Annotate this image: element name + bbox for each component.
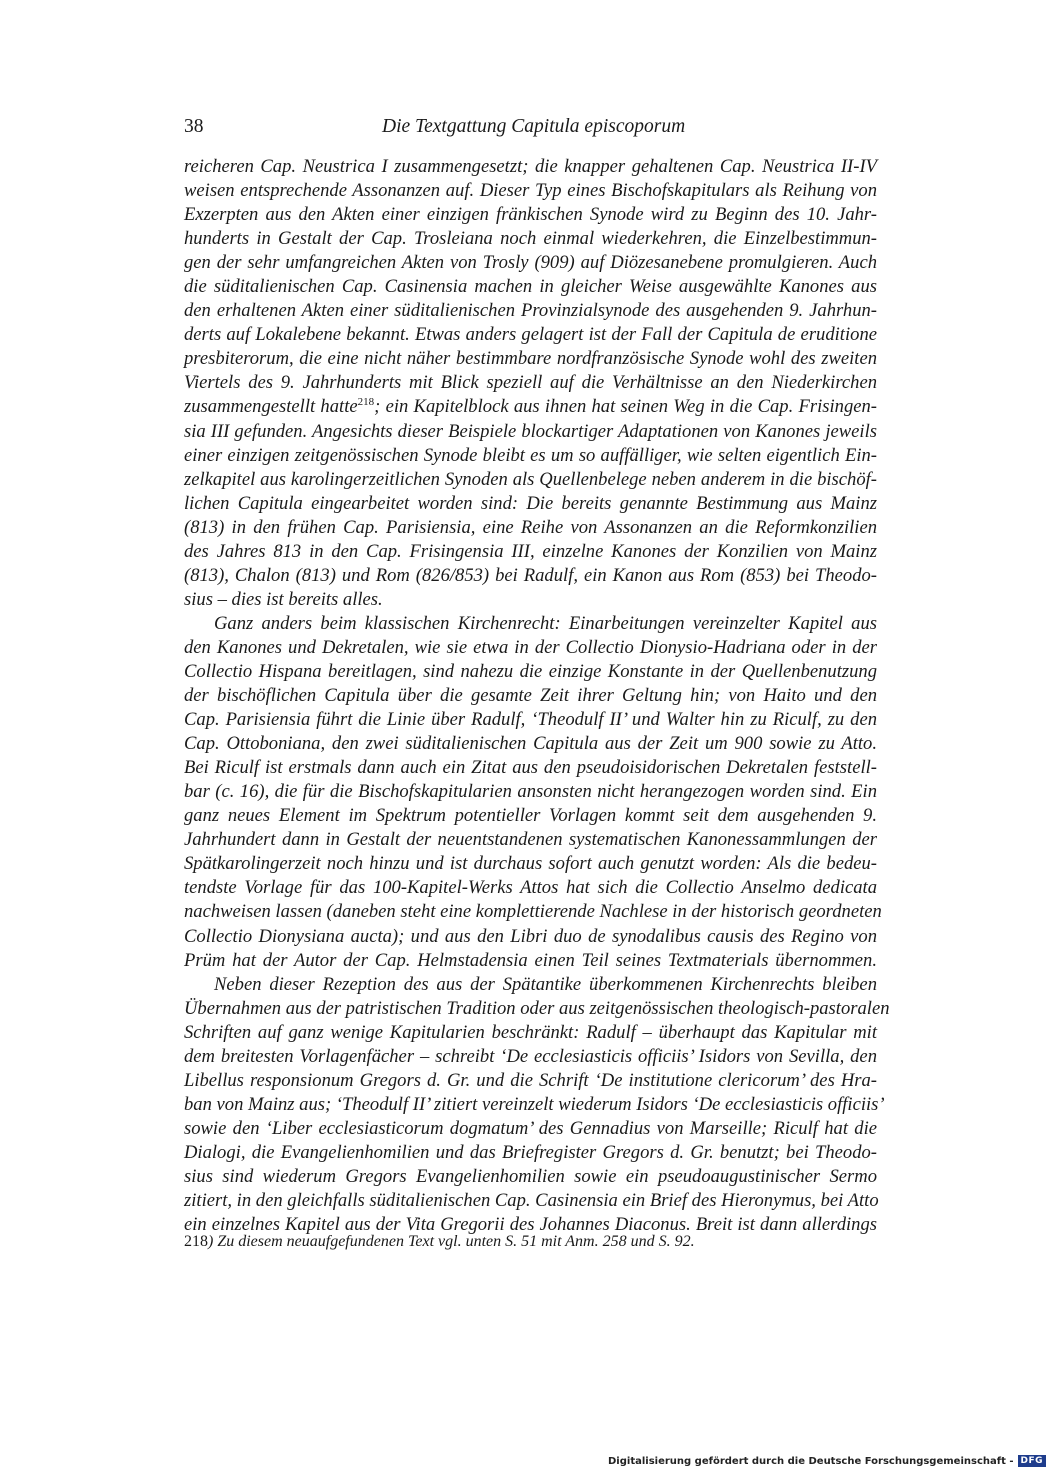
page-number: 38 [184,116,204,137]
line-text: reicheren Cap. Neustrica I zusammengesetzt; die knapper gehaltenen Cap. Neustrica II-IV [184,156,877,177]
text-line [184,636,877,660]
text-line [184,876,877,900]
text-line [184,371,877,395]
body-text [184,155,890,1237]
text-line [184,1165,877,1189]
text-line [184,347,877,371]
text-line [184,925,877,949]
footnote [184,1232,877,1252]
text-line [184,804,877,828]
line-text: ganz neues Element im Spektrum potentieller Vorlagen kommt seit dem ausgehenden 9. [184,805,877,827]
text-line [184,1069,877,1093]
line-text: zusammengestellt hatte [184,396,358,418]
text-line [184,997,890,1021]
line-text: Collectio Dionysiana aucta); und aus den Libri duo de synodalibus causis des Regino von [184,925,877,947]
line-text: den erhaltenen Akten einer süditalienischen Provinzialsynode des ausgehenden 9. Jahrhun- [184,300,877,322]
line-text: Viertels des 9. Jahrhunderts mit Blick speziell auf die Verhältnisse an den Niederkirchen [184,372,877,394]
line-text: einer einzigen zeitgenössischen Synode bleibt es um so auffälliger, wie selten eigentlich Ein- [184,444,877,466]
line-text: Exzerpten aus den Akten einer einzigen fränkischen Synode wird zu Beginn des 10. Jahr- [184,204,877,226]
text-line [184,420,877,444]
text-line [184,900,882,924]
footnote-reference[interactable]: 218 [357,396,375,409]
line-text: Jahrhundert dann in Gestalt der neuentstandenen systematischen Kanonessammlungen der [184,829,877,851]
line-text: (813) in den frühen Cap. Parisiensia, eine Reihe von Assonanzen an die Reformkonzilien [184,516,877,538]
line-text: Übernahmen aus der patristischen Tradition oder aus zeitgenössischen theologisch-pastoralen [184,997,890,1019]
line-text: presbiterorum, die eine nicht näher bestimmbare nordfranzösische Synode wohl des zweiten [184,348,877,370]
text-line [184,564,877,588]
text-line [184,155,877,179]
line-text: derts auf Lokalebene bekannt. Etwas anders gelagert ist der Fall der Capitula de eruditione [184,324,877,346]
text-line [184,275,877,299]
text-line [184,1021,877,1045]
line-text: weisen entsprechende Assonanzen auf. Dieser Typ eines Bischofskapitulars als Reihung von [184,180,877,202]
line-text: der bischöflichen Capitula über die gesamte Zeit ihrer Geltung hin; von Haito und den [184,685,877,707]
running-header [184,116,876,144]
text-line [184,780,877,804]
line-text: die süditalienischen Cap. Casinensia machen in gleicher Weise ausgewählte Kanones aus [184,276,877,298]
text-line [184,852,877,876]
text-line [184,828,877,852]
line-text: den Kanones und Dekretalen, wie sie etwa in der Collectio Dionysio-Hadriana oder in der [184,636,877,658]
line-text: Bei Riculf ist erstmals dann auch ein Zitat aus den pseudoisidorischen Dekretalen feststell- [184,757,877,779]
line-text: Spätkarolingerzeit noch hinzu und ist durchaus sofort auch genutzt worden: Als die bedeu- [184,853,877,875]
text-line [184,323,877,347]
line-text: Cap. Parisiensia führt die Linie über Radulf, ‘Theodulf II’ und Walter hin zu Riculf, zu den [184,709,877,731]
text-line [184,660,877,684]
text-line [184,203,877,227]
line-text-continuation: ; ein Kapitelblock aus ihnen hat seinen Weg in die Cap. Frisingen- [374,396,878,418]
line-text: dem breitesten Vorlagenfächer – schreibt ‘De ecclesiasticis officiis’ Isidors von Sevilla, den [184,1045,877,1067]
text-line [184,756,877,780]
text-line [184,540,877,564]
line-text: sius sind wiederum Gregors Evangelienhomilien sowie ein pseudoaugustinischer Sermo [184,1165,877,1187]
line-text: tendste Vorlage für das 100-Kapitel-Werks Attos hat sich die Collectio Anselmo dedicata [184,877,877,899]
running-title: Die Textgattung Capitula episcoporum [382,116,686,137]
text-line [184,1189,877,1213]
line-text: hunderts in Gestalt der Cap. Trosleiana noch einmal wiederkehren, die Einzelbestimmun- [184,228,877,250]
line-text: Prüm hat der Autor der Cap. Helmstadensia einen Teil seines Textmaterials übernommen. [184,949,877,971]
dfg-logo: DFG [1018,1455,1046,1467]
line-text: nachweisen lassen (daneben steht eine komplettierende Nachlese in der historisch geordneten [184,901,882,923]
line-text: zitiert, in den gleichfalls süditalienischen Cap. Casinensia ein Brief des Hieronymus, bei Atto [184,1190,879,1212]
line-text: Libellus responsionum Gregors d. Gr. und die Schrift ‘De institutione clericorum’ des Hra- [184,1069,877,1091]
text-line [184,1141,877,1165]
line-text: bar (c. 16), die für die Bischofskapitularien ansonsten nicht herangezogen worden sind. Ein [184,781,877,803]
text-line [184,732,877,756]
dfg-banner-text: Digitalisierung gefördert durch die Deutsche Forschungsgemeinschaft - [608,1455,1014,1467]
text-line [184,468,877,492]
text-line [184,949,877,973]
line-text: sia III gefunden. Angesichts dieser Beispiele blockartiger Adaptationen von Kanones jeweils [184,420,877,442]
dfg-banner [608,1452,1046,1470]
footnote-number: 218 [184,1233,208,1250]
text-line [184,612,877,636]
line-text: Cap. Ottoboniana, den zwei süditalienischen Capitula aus der Zeit um 900 sowie zu Atto. [184,733,877,755]
line-text: Ganz anders beim klassischen Kirchenrecht: Einarbeitungen vereinzelter Kapitel aus [214,612,877,634]
line-text: Collectio Hispana bereitlagen, sind nahezu die einzige Konstante in der Quellenbenutzung [184,660,877,682]
text-line [184,973,877,997]
text-line [184,684,877,708]
text-line [184,1117,877,1141]
line-text: Dialogi, die Evangelienhomilien und das Briefregister Gregors d. Gr. benutzt; bei Theodo- [184,1141,877,1163]
text-line [184,179,877,203]
footnote-text: ) Zu diesem neuaufgefundenen Text vgl. unten S. 51 mit Anm. 258 und S. 92. [208,1233,695,1250]
line-text: zelkapitel aus karolingerzeitlichen Synoden als Quellenbelege neben anderem in die bischöf- [184,468,877,490]
line-text: Schriften auf ganz wenige Kapitularien beschränkt: Radulf – überhaupt das Kapitular mit [184,1021,877,1043]
text-line [184,299,877,323]
line-text: des Jahres 813 in den Cap. Frisingensia III, einzelne Kanones der Konzilien von Mainz [184,540,877,562]
line-text: ein einzelnes Kapitel aus der Vita Gregorii des Johannes Diaconus. Breit ist dann allerdings [184,1214,877,1236]
line-text: sowie den ‘Liber ecclesiasticorum dogmatum’ des Gennadius von Marseille; Riculf hat die [184,1117,877,1139]
text-line [184,588,877,612]
text-line [184,227,877,251]
line-text: ban von Mainz aus; ‘Theodulf II’ zitiert vereinzelt wiederum Isidors ‘De ecclesiasticis officiis’ [184,1093,885,1115]
line-text: sius – dies ist bereits alles. [184,588,383,610]
text-line [184,444,877,468]
text-line [184,516,877,540]
line-text: gen der sehr umfangreichen Akten von Trosly (909) auf Diözesanebene promulgieren. Auch [184,252,877,274]
line-text: lichen Capitula eingearbeitet worden sind: Die bereits genannte Bestimmung aus Mainz [184,492,877,514]
line-text: Neben dieser Rezeption des aus der Spätantike überkommenen Kirchenrechts bleiben [214,973,877,995]
text-line [184,251,877,275]
text-line [184,708,877,732]
text-line [184,1093,885,1117]
text-line [184,395,877,419]
line-text: (813), Chalon (813) und Rom (826/853) bei Radulf, ein Kanon aus Rom (853) bei Theodo- [184,564,877,586]
text-line [184,1045,877,1069]
text-line [184,492,877,516]
